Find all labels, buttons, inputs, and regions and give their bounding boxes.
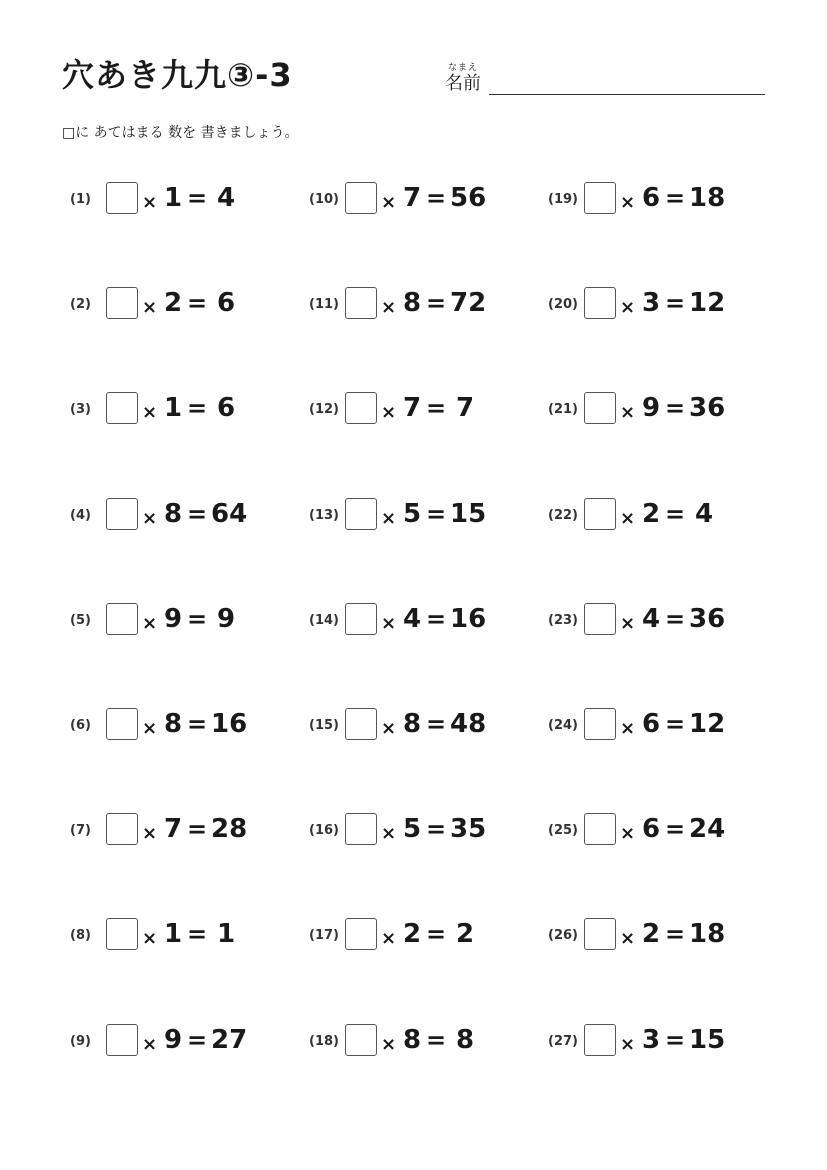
- problem-number: (20): [548, 297, 578, 313]
- instruction-text: □に あてはまる 数を 書きましょう。: [62, 125, 299, 141]
- equals-sign: =: [426, 289, 447, 318]
- problem-number: (21): [548, 402, 578, 418]
- equals-sign: =: [665, 499, 686, 528]
- multiplier: 7: [403, 393, 422, 424]
- multiplier: 8: [164, 709, 183, 739]
- answer-box[interactable]: [584, 498, 616, 530]
- multiplier: 3: [642, 1024, 661, 1055]
- equals-sign: =: [665, 710, 686, 738]
- multiplier: 8: [164, 498, 183, 529]
- problem-item: [70, 496, 290, 536]
- answer-box[interactable]: [106, 708, 138, 740]
- multiplier: 6: [642, 183, 661, 213]
- equals-sign: =: [187, 710, 208, 738]
- problem-item: [548, 496, 768, 536]
- problem-number: (4): [70, 507, 91, 523]
- problem-item: [309, 916, 529, 956]
- answer-box[interactable]: [345, 813, 377, 845]
- answer-box[interactable]: [584, 918, 616, 950]
- answer-box[interactable]: [345, 287, 377, 319]
- times-sign: ×: [620, 612, 636, 634]
- problem-number: (23): [548, 612, 578, 628]
- problem-number: (9): [70, 1033, 91, 1049]
- problem-number: (12): [309, 402, 339, 418]
- problem-item: [309, 180, 529, 220]
- problem-number: (27): [548, 1033, 578, 1049]
- answer-box[interactable]: [345, 182, 377, 214]
- equals-sign: =: [665, 289, 686, 318]
- times-sign: ×: [142, 1033, 158, 1055]
- problem-item: [309, 811, 529, 851]
- product: 8: [456, 1024, 475, 1055]
- times-sign: ×: [142, 612, 158, 634]
- problem-number: (13): [309, 507, 339, 523]
- multiplier: 1: [164, 919, 183, 950]
- equals-sign: =: [665, 394, 686, 423]
- answer-box[interactable]: [345, 708, 377, 740]
- answer-box[interactable]: [106, 918, 138, 950]
- answer-box[interactable]: [106, 498, 138, 530]
- product: 48: [450, 709, 487, 739]
- multiplier: 9: [642, 393, 661, 424]
- equals-sign: =: [426, 710, 447, 738]
- times-sign: ×: [620, 297, 636, 319]
- product: 27: [211, 1024, 248, 1055]
- equals-sign: =: [187, 815, 208, 844]
- answer-box[interactable]: [106, 1024, 138, 1056]
- problem-number: (10): [309, 192, 339, 207]
- times-sign: ×: [381, 718, 397, 739]
- problem-number: (11): [309, 297, 339, 313]
- times-sign: ×: [381, 192, 397, 213]
- times-sign: ×: [620, 192, 636, 213]
- product: 18: [689, 919, 726, 950]
- problem-number: (25): [548, 823, 578, 839]
- problem-item: [548, 916, 768, 956]
- multiplier: 6: [642, 709, 661, 739]
- name-underline[interactable]: [489, 94, 765, 95]
- product: 18: [689, 183, 726, 213]
- problem-item: [309, 496, 529, 536]
- answer-box[interactable]: [584, 392, 616, 424]
- answer-box[interactable]: [584, 182, 616, 214]
- multiplier: 2: [642, 919, 661, 950]
- equals-sign: =: [187, 920, 208, 949]
- times-sign: ×: [381, 823, 397, 845]
- problem-item: [309, 706, 529, 746]
- equals-sign: =: [665, 604, 686, 633]
- multiplier: 6: [642, 814, 661, 845]
- problem-number: (8): [70, 928, 91, 944]
- equals-sign: =: [426, 499, 447, 528]
- equals-sign: =: [187, 289, 208, 318]
- multiplier: 5: [403, 498, 422, 529]
- times-sign: ×: [620, 928, 636, 950]
- times-sign: ×: [381, 1033, 397, 1055]
- times-sign: ×: [620, 507, 636, 529]
- equals-sign: =: [426, 184, 447, 212]
- problem-number: (18): [309, 1033, 339, 1049]
- answer-box[interactable]: [584, 603, 616, 635]
- product: 16: [211, 709, 248, 739]
- problem-item: [548, 706, 768, 746]
- name-field[interactable]: [445, 60, 765, 96]
- equals-sign: =: [665, 815, 686, 844]
- multiplier: 5: [403, 814, 422, 845]
- name-label: 名前: [445, 73, 481, 94]
- product: 6: [217, 393, 236, 424]
- answer-box[interactable]: [584, 1024, 616, 1056]
- problem-number: (6): [70, 718, 91, 733]
- answer-box[interactable]: [345, 1024, 377, 1056]
- multiplier: 8: [403, 709, 422, 739]
- equals-sign: =: [665, 1025, 686, 1054]
- problem-item: [70, 390, 290, 430]
- multiplier: 8: [403, 288, 422, 319]
- product: 4: [695, 498, 714, 529]
- product: 15: [450, 498, 487, 529]
- problem-item: [309, 1022, 529, 1062]
- equals-sign: =: [665, 920, 686, 949]
- problem-item: [309, 601, 529, 641]
- times-sign: ×: [620, 1033, 636, 1055]
- worksheet-title: 穴あき九九③-3: [62, 56, 293, 94]
- product: 12: [689, 709, 726, 739]
- product: 56: [450, 183, 487, 213]
- times-sign: ×: [620, 718, 636, 739]
- problem-number: (24): [548, 718, 578, 733]
- product: 6: [217, 288, 236, 319]
- problem-number: (15): [309, 718, 339, 733]
- product: 36: [689, 393, 726, 424]
- problem-item: [548, 180, 768, 220]
- product: 36: [689, 603, 726, 634]
- product: 4: [217, 183, 236, 213]
- problem-item: [309, 390, 529, 430]
- equals-sign: =: [665, 184, 686, 212]
- problem-item: [309, 285, 529, 325]
- problem-item: [70, 180, 290, 220]
- problem-item: [70, 285, 290, 325]
- problem-item: [70, 706, 290, 746]
- product: 1: [217, 919, 236, 950]
- problem-number: (19): [548, 192, 578, 207]
- problem-number: (1): [70, 192, 91, 207]
- product: 12: [689, 288, 726, 319]
- times-sign: ×: [381, 402, 397, 424]
- multiplier: 2: [164, 288, 183, 319]
- product: 9: [217, 603, 236, 634]
- answer-box[interactable]: [345, 603, 377, 635]
- times-sign: ×: [381, 297, 397, 319]
- product: 24: [689, 814, 726, 845]
- multiplier: 9: [164, 1024, 183, 1055]
- answer-box[interactable]: [106, 182, 138, 214]
- problem-item: [548, 390, 768, 430]
- equals-sign: =: [187, 604, 208, 633]
- times-sign: ×: [142, 718, 158, 739]
- times-sign: ×: [620, 402, 636, 424]
- times-sign: ×: [381, 507, 397, 529]
- multiplier: 4: [642, 603, 661, 634]
- problem-number: (3): [70, 402, 91, 418]
- times-sign: ×: [620, 823, 636, 845]
- equals-sign: =: [426, 920, 447, 949]
- problem-item: [548, 811, 768, 851]
- multiplier: 1: [164, 393, 183, 424]
- product: 72: [450, 288, 487, 319]
- times-sign: ×: [142, 823, 158, 845]
- multiplier: 2: [642, 498, 661, 529]
- multiplier: 9: [164, 603, 183, 634]
- problem-item: [70, 601, 290, 641]
- answer-box[interactable]: [584, 813, 616, 845]
- product: 7: [456, 393, 475, 424]
- answer-box[interactable]: [345, 918, 377, 950]
- multiplier: 8: [403, 1024, 422, 1055]
- name-ruby: なまえ: [448, 63, 479, 73]
- times-sign: ×: [142, 402, 158, 424]
- answer-box[interactable]: [584, 708, 616, 740]
- product: 64: [211, 498, 248, 529]
- problem-number: (17): [309, 928, 339, 944]
- problem-number: (5): [70, 612, 91, 628]
- equals-sign: =: [426, 604, 447, 633]
- product: 16: [450, 603, 487, 634]
- equals-sign: =: [187, 499, 208, 528]
- times-sign: ×: [142, 297, 158, 319]
- problem-number: (22): [548, 507, 578, 523]
- product: 35: [450, 814, 487, 845]
- times-sign: ×: [142, 928, 158, 950]
- problem-item: [548, 601, 768, 641]
- times-sign: ×: [142, 507, 158, 529]
- answer-box[interactable]: [106, 603, 138, 635]
- equals-sign: =: [426, 394, 447, 423]
- times-sign: ×: [142, 192, 158, 213]
- equals-sign: =: [426, 815, 447, 844]
- multiplier: 4: [403, 603, 422, 634]
- multiplier: 2: [403, 919, 422, 950]
- problem-number: (7): [70, 823, 91, 839]
- problem-item: [70, 916, 290, 956]
- product: 15: [689, 1024, 726, 1055]
- problem-item: [548, 1022, 768, 1062]
- equals-sign: =: [426, 1025, 447, 1054]
- multiplier: 7: [164, 814, 183, 845]
- answer-box[interactable]: [106, 392, 138, 424]
- problem-item: [548, 285, 768, 325]
- times-sign: ×: [381, 928, 397, 950]
- answer-box[interactable]: [345, 498, 377, 530]
- problem-number: (14): [309, 612, 339, 628]
- equals-sign: =: [187, 1025, 208, 1054]
- multiplier: 7: [403, 183, 422, 213]
- answer-box[interactable]: [345, 392, 377, 424]
- answer-box[interactable]: [584, 287, 616, 319]
- problem-number: (16): [309, 823, 339, 839]
- product: 28: [211, 814, 248, 845]
- answer-box[interactable]: [106, 813, 138, 845]
- times-sign: ×: [381, 612, 397, 634]
- problem-number: (2): [70, 297, 91, 313]
- problem-item: [70, 811, 290, 851]
- answer-box[interactable]: [106, 287, 138, 319]
- problem-number: (26): [548, 928, 578, 944]
- multiplier: 1: [164, 183, 183, 213]
- equals-sign: =: [187, 184, 208, 212]
- multiplier: 3: [642, 288, 661, 319]
- product: 2: [456, 919, 475, 950]
- problem-item: [70, 1022, 290, 1062]
- equals-sign: =: [187, 394, 208, 423]
